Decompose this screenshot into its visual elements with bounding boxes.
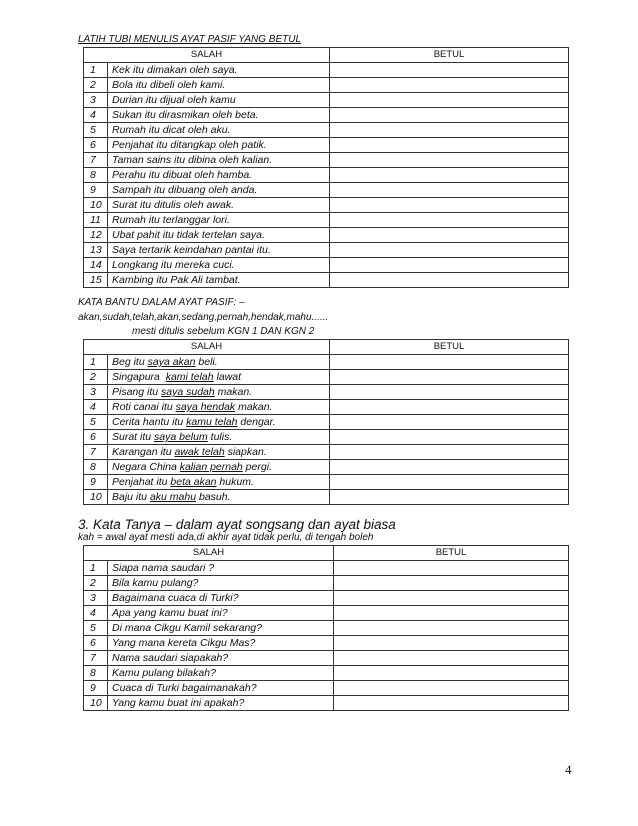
row-number: 3	[84, 591, 108, 606]
table-row	[84, 123, 569, 138]
row-number: 1	[84, 355, 108, 370]
salah-cell	[108, 415, 330, 430]
row-number: 4	[84, 108, 108, 123]
salah-cell: Rumah itu terlanggar lori.	[108, 213, 330, 228]
betul-cell[interactable]	[330, 445, 569, 460]
salah-header: SALAH	[84, 546, 334, 561]
table-row	[84, 475, 569, 490]
sentence-start: Singapura	[112, 371, 166, 383]
betul-header: BETUL	[330, 340, 569, 355]
sentence-end: dengar.	[237, 416, 276, 428]
sentence-start: Cerita hantu itu	[112, 416, 187, 428]
sentence-end: pergi.	[242, 461, 272, 473]
row-number: 12	[84, 228, 108, 243]
sentence-start: Pisang itu	[112, 386, 162, 398]
salah-cell: Nama saudari siapakah?	[108, 651, 334, 666]
section2-note: mesti ditulis sebelum KGN 1 DAN KGN 2	[132, 326, 315, 337]
row-number: 6	[84, 430, 108, 445]
betul-cell[interactable]	[330, 415, 569, 430]
row-number: 3	[84, 93, 108, 108]
betul-cell[interactable]	[330, 400, 569, 415]
table-row	[84, 273, 569, 288]
row-number: 10	[84, 198, 108, 213]
kata-bantu-underlined: beta akan	[170, 476, 217, 488]
table-row	[84, 213, 569, 228]
betul-cell[interactable]	[330, 243, 569, 258]
betul-cell[interactable]	[330, 138, 569, 153]
table-row	[84, 78, 569, 93]
row-number: 9	[84, 475, 108, 490]
table-row	[84, 138, 569, 153]
row-number: 5	[84, 123, 108, 138]
table-row	[84, 355, 569, 370]
table-row	[84, 168, 569, 183]
table-row	[84, 63, 569, 78]
betul-cell[interactable]	[334, 576, 569, 591]
salah-cell: Di mana Cikgu Kamil sekarang?	[108, 621, 334, 636]
table-row	[84, 636, 569, 651]
betul-cell[interactable]	[334, 591, 569, 606]
betul-cell[interactable]	[330, 63, 569, 78]
page-number: 4	[565, 762, 572, 777]
betul-cell[interactable]	[330, 228, 569, 243]
salah-cell: Taman sains itu dibina oleh kalian.	[108, 153, 330, 168]
table-row	[84, 370, 569, 385]
betul-cell[interactable]	[330, 153, 569, 168]
kata-bantu-underlined: awak telah	[174, 446, 225, 458]
table-row	[84, 666, 569, 681]
betul-cell[interactable]	[334, 681, 569, 696]
table-row	[84, 681, 569, 696]
salah-cell: Kek itu dimakan oleh saya.	[108, 63, 330, 78]
salah-cell	[108, 430, 330, 445]
table-row	[84, 576, 569, 591]
salah-cell: Sampah itu dibuang oleh anda.	[108, 183, 330, 198]
row-number: 2	[84, 576, 108, 591]
row-number: 9	[84, 681, 108, 696]
kata-bantu-underlined: saya sudah	[161, 386, 215, 398]
section3-table	[83, 545, 569, 711]
betul-cell[interactable]	[330, 168, 569, 183]
betul-cell[interactable]	[330, 273, 569, 288]
sentence-start: Karangan itu	[112, 446, 175, 458]
sentence-start: Surat itu	[112, 431, 155, 443]
betul-cell[interactable]	[334, 666, 569, 681]
section3-heading: 3. Kata Tanya – dalam ayat songsang dan ayat biasa	[78, 517, 396, 532]
table-row	[84, 415, 569, 430]
sentence-end: hukum.	[216, 476, 254, 488]
sentence-end: tulis.	[207, 431, 233, 443]
sentence-start: Penjahat itu	[112, 476, 171, 488]
betul-cell[interactable]	[334, 696, 569, 711]
row-number: 4	[84, 400, 108, 415]
salah-cell	[108, 385, 330, 400]
table-row	[84, 606, 569, 621]
betul-cell[interactable]	[334, 636, 569, 651]
salah-cell: Rumah itu dicat oleh aku.	[108, 123, 330, 138]
table-row	[84, 258, 569, 273]
sentence-start: Beg itu	[112, 356, 148, 368]
table-row	[84, 93, 569, 108]
salah-cell: Cuaca di Turki bagaimanakah?	[108, 681, 334, 696]
salah-cell: Kamu pulang bilakah?	[108, 666, 334, 681]
table-row	[84, 430, 569, 445]
row-number: 14	[84, 258, 108, 273]
row-number: 5	[84, 621, 108, 636]
row-number: 9	[84, 183, 108, 198]
row-number: 2	[84, 78, 108, 93]
salah-cell: Yang kamu buat ini apakah?	[108, 696, 334, 711]
salah-cell: Longkang itu mereka cuci.	[108, 258, 330, 273]
salah-cell: Perahu itu dibuat oleh hamba.	[108, 168, 330, 183]
row-number: 7	[84, 445, 108, 460]
salah-cell	[108, 400, 330, 415]
salah-cell: Kambing itu Pak Ali tambat.	[108, 273, 330, 288]
sentence-start: Roti canai itu	[112, 401, 176, 413]
row-number: 8	[84, 666, 108, 681]
salah-cell: Bola itu dibeli oleh kami.	[108, 78, 330, 93]
row-number: 8	[84, 168, 108, 183]
row-number: 13	[84, 243, 108, 258]
table-row	[84, 651, 569, 666]
sentence-end: lawat	[213, 371, 242, 383]
table-row	[84, 108, 569, 123]
row-number: 10	[84, 696, 108, 711]
row-number: 1	[84, 561, 108, 576]
table-row	[84, 198, 569, 213]
sentence-end: beli.	[195, 356, 218, 368]
salah-cell: Bagaimana cuaca di Turki?	[108, 591, 334, 606]
betul-cell[interactable]	[330, 370, 569, 385]
row-number: 8	[84, 460, 108, 475]
betul-cell[interactable]	[330, 475, 569, 490]
kata-bantu-underlined: saya hendak	[175, 401, 236, 413]
row-number: 4	[84, 606, 108, 621]
betul-cell[interactable]	[330, 78, 569, 93]
table-row	[84, 591, 569, 606]
salah-cell: Saya tertarik keindahan pantai itu.	[108, 243, 330, 258]
salah-cell: Sukan itu dirasmikan oleh beta.	[108, 108, 330, 123]
salah-cell: Apa yang kamu buat ini?	[108, 606, 334, 621]
table-row	[84, 696, 569, 711]
table-header-row	[84, 340, 569, 355]
table-row	[84, 243, 569, 258]
table-row	[84, 153, 569, 168]
row-number: 5	[84, 415, 108, 430]
betul-cell[interactable]	[334, 651, 569, 666]
betul-cell[interactable]	[330, 490, 569, 505]
betul-header: BETUL	[330, 48, 569, 63]
row-number: 2	[84, 370, 108, 385]
section2-list: akan,sudah,telah,akan,sedang,pernah,hendak,mahu......	[78, 312, 329, 323]
betul-cell[interactable]	[330, 460, 569, 475]
row-number: 3	[84, 385, 108, 400]
sentence-end: makan.	[214, 386, 253, 398]
betul-cell[interactable]	[334, 606, 569, 621]
section3-subheading: kah = awal ayat mesti ada,di akhir ayat tidak perlu, di tengah boleh	[78, 532, 374, 543]
salah-cell	[108, 475, 330, 490]
betul-header: BETUL	[334, 546, 569, 561]
table-header-row	[84, 546, 569, 561]
kata-bantu-underlined: kami telah	[165, 371, 214, 383]
table-row	[84, 228, 569, 243]
betul-cell[interactable]	[330, 93, 569, 108]
betul-cell[interactable]	[330, 213, 569, 228]
salah-cell: Ubat pahit itu tidak tertelan saya.	[108, 228, 330, 243]
betul-cell[interactable]	[330, 430, 569, 445]
row-number: 6	[84, 636, 108, 651]
table-row	[84, 460, 569, 475]
table-row	[84, 400, 569, 415]
salah-cell	[108, 370, 330, 385]
betul-cell[interactable]	[330, 385, 569, 400]
section1-table	[83, 47, 569, 288]
sentence-start: Negara China	[112, 461, 180, 473]
table-row	[84, 385, 569, 400]
salah-cell: Durian itu dijual oleh kamu	[108, 93, 330, 108]
salah-header: SALAH	[84, 340, 330, 355]
salah-cell: Bila kamu pulang?	[108, 576, 334, 591]
salah-cell: Yang mana kereta Cikgu Mas?	[108, 636, 334, 651]
table-row	[84, 621, 569, 636]
betul-cell[interactable]	[330, 258, 569, 273]
salah-cell: Surat itu ditulis oleh awak.	[108, 198, 330, 213]
sentence-end: basuh.	[196, 491, 231, 503]
sentence-end: siapkan.	[224, 446, 267, 458]
salah-cell	[108, 445, 330, 460]
row-number: 6	[84, 138, 108, 153]
row-number: 10	[84, 490, 108, 505]
table-row	[84, 561, 569, 576]
table-header-row	[84, 48, 569, 63]
salah-header: SALAH	[84, 48, 330, 63]
row-number: 15	[84, 273, 108, 288]
betul-cell[interactable]	[334, 621, 569, 636]
row-number: 7	[84, 651, 108, 666]
betul-cell[interactable]	[330, 198, 569, 213]
sentence-end: makan.	[235, 401, 273, 413]
kata-bantu-underlined: kalian pernah	[179, 461, 243, 473]
section1-title: LATIH TUBI MENULIS AYAT PASIF YANG BETUL	[78, 34, 302, 45]
kata-bantu-underlined: aku mahu	[149, 491, 197, 503]
section2-table	[83, 339, 569, 505]
kata-bantu-underlined: kamu telah	[186, 416, 238, 428]
salah-cell	[108, 460, 330, 475]
sentence-start: Baju itu	[112, 491, 150, 503]
betul-cell[interactable]	[330, 183, 569, 198]
salah-cell: Siapa nama saudari ?	[108, 561, 334, 576]
betul-cell[interactable]	[330, 108, 569, 123]
betul-cell[interactable]	[330, 355, 569, 370]
betul-cell[interactable]	[334, 561, 569, 576]
salah-cell	[108, 355, 330, 370]
row-number: 7	[84, 153, 108, 168]
table-row	[84, 445, 569, 460]
row-number: 1	[84, 63, 108, 78]
row-number: 11	[84, 213, 108, 228]
section2-title: KATA BANTU DALAM AYAT PASIF: –	[78, 297, 245, 308]
table-row	[84, 490, 569, 505]
kata-bantu-underlined: saya akan	[147, 356, 196, 368]
kata-bantu-underlined: saya belum	[154, 431, 208, 443]
salah-cell: Penjahat itu ditangkap oleh patik.	[108, 138, 330, 153]
betul-cell[interactable]	[330, 123, 569, 138]
table-row	[84, 183, 569, 198]
salah-cell	[108, 490, 330, 505]
